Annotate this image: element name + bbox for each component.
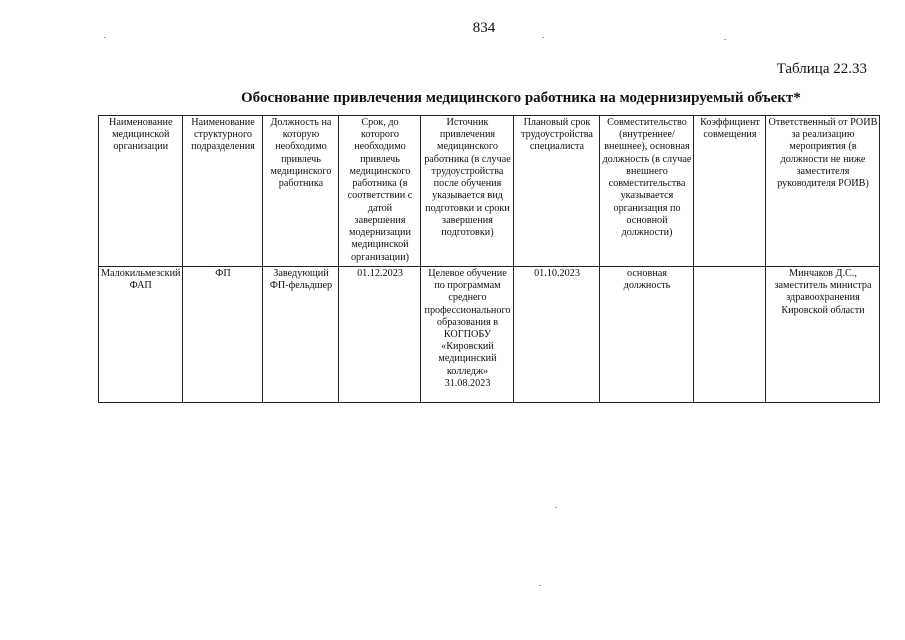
table-row xyxy=(99,266,880,402)
document-title: Обоснование привлечения медицинского работника на модернизируемый объект* xyxy=(241,90,801,106)
cell-responsible: Минчаков Д.С., заместитель министра здравоохранения Кировской области xyxy=(766,266,880,402)
header-organization: Наименование медицинской организации xyxy=(99,116,183,267)
cell-deadline: 01.12.2023 xyxy=(339,266,421,402)
header-combination-coefficient: Коэффициент совмещения xyxy=(694,116,766,267)
cell-source: Целевое обучение по программам среднего профессионального образования в КОГПОБУ «Кировский медицинский колледж» 31.08.2023 xyxy=(421,266,514,402)
scan-speck xyxy=(104,37,106,38)
scan-speck xyxy=(555,507,557,508)
scan-speck xyxy=(539,585,541,586)
table-caption: Таблица 22.33 xyxy=(776,61,867,77)
cell-combination-coefficient xyxy=(694,266,766,402)
cell-organization: Малокильмезский ФАП xyxy=(99,266,183,402)
scan-speck xyxy=(724,39,726,40)
header-position: Должность на которую необходимо привлечь медицинского работника xyxy=(263,116,339,267)
scan-speck xyxy=(542,37,544,38)
cell-subdivision: ФП xyxy=(183,266,263,402)
cell-position: Заведующий ФП-фельдшер xyxy=(263,266,339,402)
header-planned-date: Плановый срок трудоустройства специалиста xyxy=(514,116,600,267)
table-header-row xyxy=(99,116,880,267)
header-combination-type: Совместительство (внутреннее/внешнее), основная должность (в случае внешнего совместительства указывается организация по основной должности) xyxy=(600,116,694,267)
header-responsible: Ответственный от РОИВ за реализацию мероприятия (в должности не ниже заместителя руководителя РОИВ) xyxy=(766,116,880,267)
cell-combination-type: основная должность xyxy=(600,266,694,402)
header-source: Источник привлечения медицинского работника (в случае трудоустройства после обучения указывается вид подготовки и сроки завершения подготовки) xyxy=(421,116,514,267)
page-number: 834 xyxy=(472,20,496,36)
staffing-justification-table xyxy=(98,115,880,403)
header-deadline: Срок, до которого необходимо привлечь медицинского работника (в соответствии с датой завершения модернизации медицинской организации) xyxy=(339,116,421,267)
header-subdivision: Наименование структурного подразделения xyxy=(183,116,263,267)
cell-planned-date: 01.10.2023 xyxy=(514,266,600,402)
